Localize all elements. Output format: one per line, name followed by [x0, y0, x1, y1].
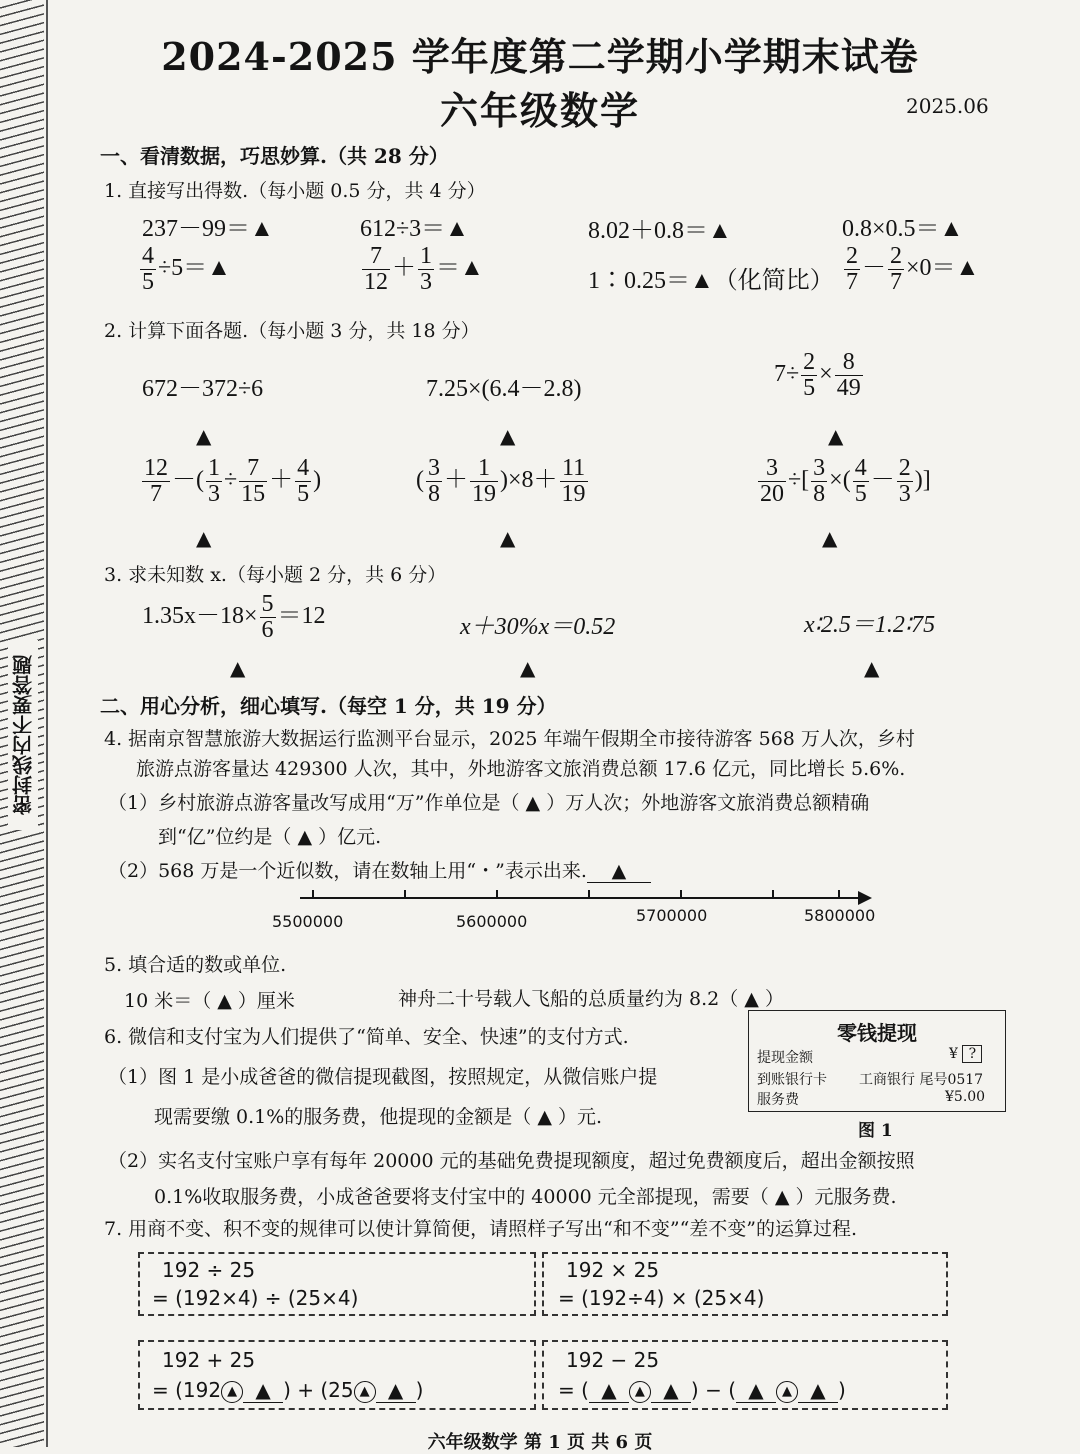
number-line-tick [588, 890, 590, 899]
answer-mark: ▲ [196, 424, 212, 448]
answer-mark: ▲ [230, 656, 246, 680]
q1-a: 237－99＝▲ [142, 216, 274, 242]
fraction: $\frac{5}{6}$ [261, 591, 274, 644]
operator-circle[interactable]: ▲ [354, 1381, 376, 1403]
answer-blank[interactable]: ▲ [736, 1378, 776, 1403]
fraction: $\frac{8}{49}$ [836, 349, 861, 402]
answer-mark: ▲ [196, 526, 212, 550]
operator-circle[interactable]: ▲ [629, 1381, 651, 1403]
q1-stem: 1. 直接写出得数.（每小题 0.5 分，共 4 分） [104, 180, 486, 202]
q7-example-box-multiplication: 192 × 25 = (192÷4) × (25×4) [542, 1252, 948, 1316]
fraction: $\frac{2}{5}$ [803, 349, 816, 402]
q1-c: 8.02＋0.8＝▲ [588, 218, 732, 244]
q6-part1b: 现需要缴 0.1%的服务费，他提现的金额是（ ▲ ）元. [154, 1106, 603, 1128]
axis-label: 5500000 [272, 912, 344, 931]
number-line-arrow [858, 891, 872, 905]
binding-label: 密封线内不要答题 [8, 640, 38, 830]
q2-stem: 2. 计算下面各题.（每小题 3 分，共 18 分） [104, 320, 480, 342]
section-2-heading: 二、用心分析，细心填写.（每空 1 分，共 19 分） [100, 694, 557, 718]
figure-row2-value: 工商银行 尾号0517 [859, 1072, 984, 1088]
fraction: $\frac{12}{7}$ [144, 455, 168, 508]
q7-stem: 7. 用商不变、积不变的规律可以使计算简便，请照样子写出“和不变”“差不变”的运算过程. [104, 1218, 858, 1240]
number-line[interactable] [300, 897, 860, 899]
axis-label: 5800000 [804, 906, 876, 925]
fraction: $\frac{2}{7}$ [890, 243, 902, 296]
axis-label: 5600000 [456, 912, 528, 931]
fraction: $\frac{7}{15}$ [241, 455, 266, 508]
q2-a: 672－372÷6 [142, 376, 264, 402]
answer-mark: ▲ [864, 656, 880, 680]
q3-b: x＋30%x＝0.52 [460, 614, 616, 640]
number-line-tick [496, 890, 498, 899]
q2-b: 7.25×(6.4－2.8) [426, 376, 582, 402]
axis-label: 5700000 [636, 906, 708, 925]
q4-part2: （2）568 万是一个近似数，请在数轴上用“・”表示出来. ▲ [108, 856, 651, 883]
fraction: $\frac{2}{3}$ [898, 455, 911, 508]
q3-stem: 3. 求未知数 x.（每小题 2 分，共 6 分） [104, 564, 447, 586]
q4-part1a: （1）乡村旅游点游客量改写成用“万”作单位是（ ▲ ）万人次；外地游客文旅消费总额精确 [108, 792, 870, 814]
q7-answer-box-sum: 192 + 25 = (192 ▲ ▲ ) + (25 ▲ ▲ ) [138, 1340, 536, 1410]
q7-sum-expression: = (192 ▲ ▲ ) + (25 ▲ ▲ ) [152, 1378, 424, 1402]
q6-part2b: 0.1%收取服务费，小成爸爸要将支付宝中的 40000 元全部提现，需要（ ▲ ）元服务费. [154, 1186, 897, 1208]
figure-row3-label: 服务费 [757, 1092, 799, 1108]
q1-f: $\frac{7}{12}$ ＋ $\frac{1}{3}$ ＝▲ [364, 243, 484, 296]
answer-blank[interactable]: ▲ [376, 1378, 416, 1403]
q1-h: $\frac{2}{7}$ － $\frac{2}{7}$ ×0＝▲ [846, 243, 980, 296]
answer-blank[interactable]: ▲ [651, 1378, 691, 1403]
page-footer: 六年级数学 第 1 页 共 6 页 [427, 1432, 653, 1453]
fraction: $\frac{4}{5}$ [142, 243, 154, 296]
answer-mark: ▲ [520, 656, 536, 680]
fraction: $\frac{1}{3}$ [208, 455, 220, 508]
answer-blank[interactable]: ▲ [798, 1378, 838, 1403]
fraction: $\frac{1}{3}$ [420, 243, 432, 296]
q4-line1: 4. 据南京智慧旅游大数据运行监测平台显示，2025 年端午假期全市接待游客 568 万人次，乡村 [104, 728, 915, 750]
exam-title: 2024-2025 学年度第二学期小学期末试卷 [161, 34, 919, 79]
q1-d: 0.8×0.5＝▲ [842, 216, 964, 242]
q6-stem: 6. 微信和支付宝为人们提供了“简单、安全、快速”的支付方式. [104, 1026, 629, 1048]
fraction: $\frac{4}{5}$ [854, 455, 867, 508]
q3-a: 1.35x－18× $\frac{5}{6}$ ＝12 [142, 591, 326, 644]
fraction: $\frac{11}{19}$ [561, 455, 586, 508]
operator-circle[interactable]: ▲ [221, 1381, 243, 1403]
binding-line [46, 0, 48, 1447]
q1-e: $\frac{4}{5}$ ÷5＝▲ [142, 243, 231, 296]
fraction: $\frac{4}{5}$ [297, 455, 310, 508]
q7-difference-expression: = ( ▲ ▲ ▲ ) − ( ▲ ▲ ▲ ) [558, 1378, 846, 1402]
figure-row1-value: ¥ ? [949, 1045, 982, 1063]
fraction: $\frac{3}{8}$ [428, 455, 440, 508]
q7-answer-box-difference: 192 − 25 = ( ▲ ▲ ▲ ) − ( ▲ ▲ ▲ ) [542, 1340, 948, 1410]
figure-row3-value: ¥5.00 [945, 1089, 986, 1105]
answer-blank[interactable]: ▲ [589, 1378, 629, 1403]
number-line-tick [772, 890, 774, 899]
figure-title: 零钱提现 [837, 1021, 917, 1045]
number-line-tick [312, 890, 314, 899]
q3-c: x∶2.5＝1.2∶75 [804, 612, 936, 638]
fraction: $\frac{7}{12}$ [364, 243, 388, 296]
number-line-tick [680, 890, 682, 899]
q1-g: 1∶0.25＝▲（化简比） [588, 268, 834, 294]
number-line-tick [404, 890, 406, 899]
q2-e: ( $\frac{3}{8}$ ＋ $\frac{1}{19}$ )×8＋ $\frac{11}{19}$ [416, 455, 586, 508]
q2-d: $\frac{12}{7}$ －( $\frac{1}{3}$ ÷ $\frac{7}{15}$ ＋ $\frac{4}{5}$ ) [144, 455, 322, 508]
answer-mark: ▲ [500, 424, 516, 448]
figure-caption: 图 1 [858, 1121, 893, 1141]
answer-blank[interactable]: ▲ [243, 1378, 283, 1403]
q5-a: 10 米＝（ ▲ ）厘米 [124, 990, 295, 1012]
answer-mark: ▲ [500, 526, 516, 550]
figure-row1-label: 提现金额 [757, 1050, 813, 1066]
q6-part1a: （1）图 1 是小成爸爸的微信提现截图，按照规定，从微信账户提 [108, 1066, 658, 1088]
q4-line2: 旅游点游客量达 429300 人次，其中，外地游客文旅消费总额 17.6 亿元，同比增长 5.6%. [136, 758, 906, 780]
fraction: $\frac{3}{20}$ [760, 455, 784, 508]
answer-mark: ▲ [828, 424, 844, 448]
fraction: $\frac{2}{7}$ [846, 243, 858, 296]
figure-row2-label: 到账银行卡 [757, 1072, 827, 1088]
section-1-heading: 一、看清数据，巧思妙算.（共 28 分） [100, 144, 449, 168]
operator-circle[interactable]: ▲ [776, 1381, 798, 1403]
exam-subject: 六年级数学 [439, 88, 640, 133]
q5-stem: 5. 填合适的数或单位. [104, 954, 287, 976]
q6-part2a: （2）实名支付宝账户享有每年 20000 元的基础免费提现额度，超过免费额度后，超出金额按照 [108, 1150, 915, 1172]
fraction: $\frac{3}{8}$ [813, 455, 826, 508]
q7-example-box-division: 192 ÷ 25 = (192×4) ÷ (25×4) [138, 1252, 536, 1316]
q2-c: 7÷ $\frac{2}{5}$ × $\frac{8}{49}$ [774, 349, 861, 402]
withdrawal-screenshot-figure [748, 1010, 1006, 1112]
q5-b: 神舟二十号载人飞船的总质量约为 8.2（ ▲ ） [398, 988, 784, 1010]
q4-part1b: 到“亿”位约是（ ▲ ）亿元. [158, 826, 382, 848]
answer-mark: ▲ [822, 526, 838, 550]
number-line-tick [838, 890, 840, 899]
q1-b: 612÷3＝▲ [360, 216, 469, 242]
exam-date: 2025.06 [906, 94, 989, 118]
q2-f: $\frac{3}{20}$ ÷[ $\frac{3}{8}$ ×( $\frac{4}{5}$ － $\frac{2}{3}$ )] [760, 455, 931, 508]
fraction: $\frac{1}{19}$ [472, 455, 496, 508]
answer-blank[interactable]: ▲ [587, 860, 651, 883]
